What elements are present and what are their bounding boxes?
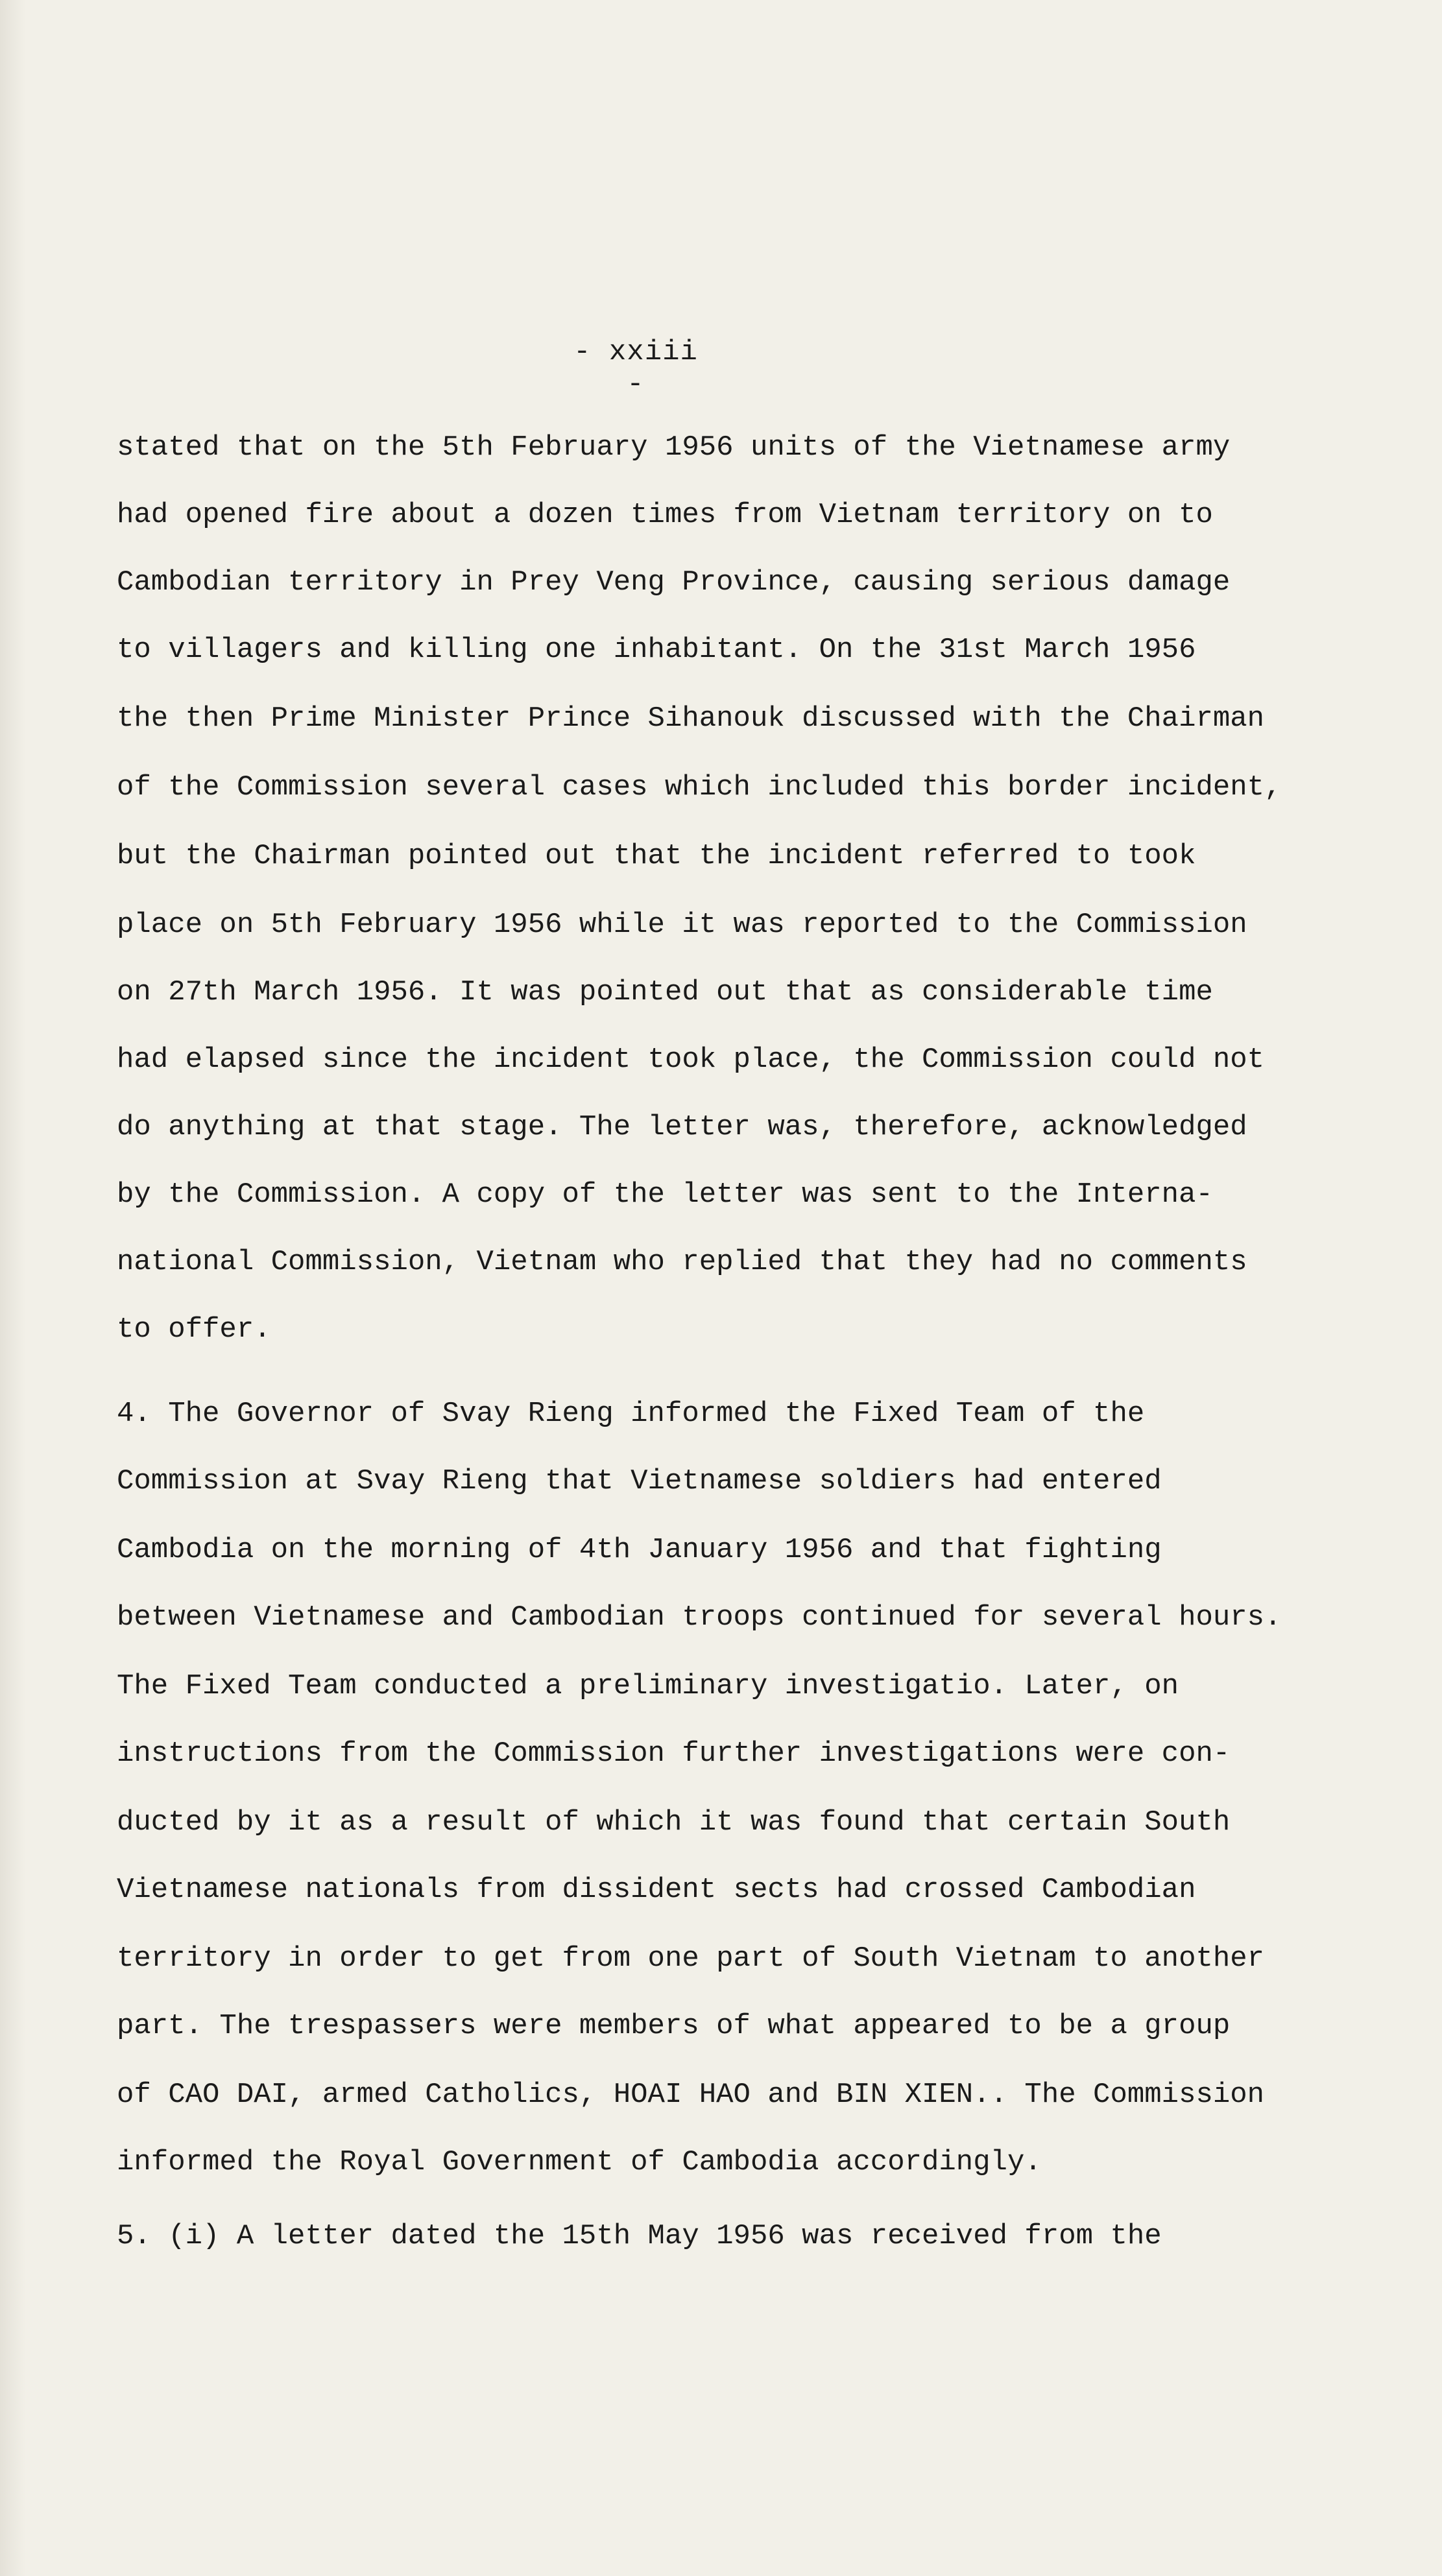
paragraph-4-line-5: The Fixed Team conducted a preliminary investigatio. Later, on: [117, 1670, 1179, 1702]
page-edge-shadow: [0, 0, 26, 2576]
text-line-14: to offer.: [117, 1313, 271, 1346]
text-line-7: but the Chairman pointed out that the incident referred to took: [117, 840, 1196, 872]
paragraph-4-line-7: ducted by it as a result of which it was found that certain South: [117, 1806, 1231, 1839]
paragraph-4-line-6: instructions from the Commission further investigations were con-: [117, 1737, 1231, 1770]
paragraph-5-line-1: 5. (i) A letter dated the 15th May 1956 was received from the: [117, 2220, 1162, 2252]
text-line-5: the then Prime Minister Prince Sihanouk discussed with the Chairman: [117, 702, 1265, 735]
paragraph-4-line-1: 4. The Governor of Svay Rieng informed the Fixed Team of the: [117, 1398, 1145, 1430]
paragraph-4-line-2: Commission at Svay Rieng that Vietnamese soldiers had entered: [117, 1465, 1162, 1497]
paragraph-4-line-9: territory in order to get from one part of South Vietnam to another: [117, 1942, 1265, 1975]
text-line-3: Cambodian territory in Prey Veng Province, causing serious damage: [117, 566, 1231, 599]
paragraph-4-line-8: Vietnamese nationals from dissident sects had crossed Cambodian: [117, 1874, 1196, 1906]
paragraph-4-line-10: part. The trespassers were members of what appeared to be a group: [117, 2010, 1231, 2042]
text-line-4: to villagers and killing one inhabitant. On the 31st March 1956: [117, 634, 1196, 666]
text-line-10: had elapsed since the incident took place, the Commission could not: [117, 1044, 1265, 1076]
text-line-11: do anything at that stage. The letter was, therefore, acknowledged: [117, 1111, 1247, 1143]
paragraph-4-line-11: of CAO DAI, armed Catholics, HOAI HAO and BIN XIEN.. The Commission: [117, 2079, 1265, 2111]
text-line-6: of the Commission several cases which included this border incident,: [117, 771, 1282, 804]
page-number: - xxiii -: [573, 336, 698, 401]
text-line-8: place on 5th February 1956 while it was reported to the Commission: [117, 909, 1247, 941]
text-line-9: on 27th March 1956. It was pointed out that as considerable time: [117, 976, 1213, 1008]
text-line-2: had opened fire about a dozen times from Vietnam territory on to: [117, 499, 1213, 531]
text-line-1: stated that on the 5th February 1956 units of the Vietnamese army: [117, 431, 1231, 464]
paragraph-4-line-12: informed the Royal Government of Cambodia accordingly.: [117, 2146, 1042, 2178]
text-line-13: national Commission, Vietnam who replied that they had no comments: [117, 1246, 1247, 1278]
text-line-12: by the Commission. A copy of the letter was sent to the Interna-: [117, 1178, 1213, 1211]
paragraph-4-line-4: between Vietnamese and Cambodian troops continued for several hours.: [117, 1601, 1282, 1634]
paragraph-4-line-3: Cambodia on the morning of 4th January 1956 and that fighting: [117, 1534, 1162, 1566]
